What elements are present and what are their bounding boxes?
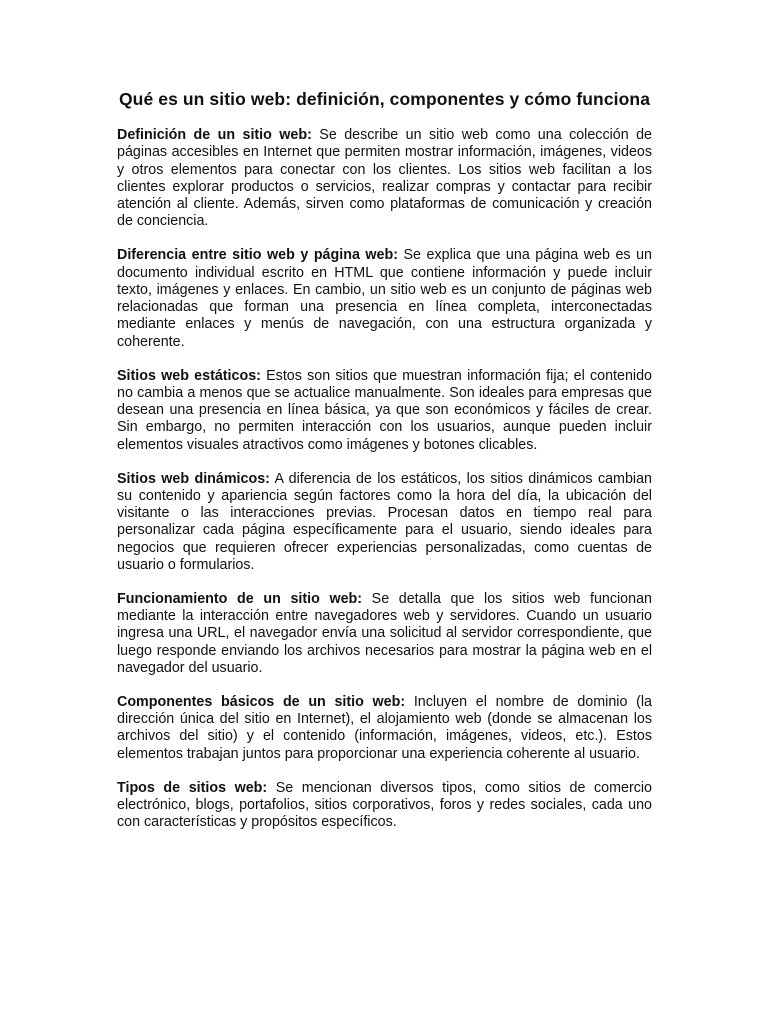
section-definicion	[117, 127, 652, 231]
section-dinamicos	[117, 471, 652, 575]
section-heading: Componentes básicos de un sitio web:	[117, 693, 406, 710]
document-content	[117, 88, 652, 848]
section-heading: Definición de un sitio web:	[117, 127, 312, 143]
section-heading: Sitios web dinámicos:	[117, 470, 270, 487]
section-heading: Sitios web estáticos:	[117, 367, 261, 384]
section-diferencia	[117, 247, 652, 351]
section-body: Se describe un sitio web como una colección de páginas accesibles en Internet que permiten mostrar información, imágenes, videos y otros elementos para conectar con los clientes. Los sitios web facilitan a los clientes explorar productos o servicios, realizar compras y contactar para recibir atención al cliente. Además, sirven como plataformas de comunicación y creación de conciencia.	[117, 127, 652, 230]
section-body: Se explica que una página web es un documento individual escrito en HTML que contiene información y puede incluir texto, imágenes y enlaces. En cambio, un sitio web es un conjunto de páginas web relacionadas que forman una presencia en línea completa, interconectadas mediante enlaces y menús de navegación, con una estructura organizada y coherente.	[117, 247, 653, 350]
section-heading: Diferencia entre sitio web y página web:	[117, 247, 398, 264]
section-tipos	[117, 780, 652, 832]
section-body: Estos son sitios que muestran información fija; el contenido no cambia a menos que se actualice manualmente. Son ideales para empresas que desean una presencia en línea básica, ya que son económicos y fáciles de crear. Sin embargo, no permiten interacción con los usuarios, aunque pueden incluir elementos visuales atractivos como imágenes y botones clicables.	[117, 367, 653, 453]
section-body: Se mencionan diversos tipos, como sitios de comercio electrónico, blogs, portafolios, sitios corporativos, foros y redes sociales, cada uno con características y propósitos específicos.	[117, 779, 653, 831]
section-body: Se detalla que los sitios web funcionan mediante la interacción entre navegadores web y servidores. Cuando un usuario ingresa una URL, el navegador envía una solicitud al servidor correspondiente, que luego responde enviando los archivos necesarios para mostrar la página web en el navegador del usuario.	[117, 590, 652, 677]
section-body: Incluyen el nombre de dominio (la dirección única del sitio en Internet), el alojamiento web (donde se almacenan los archivos del sitio) y el contenido (información, imágenes, videos, etc.). Estos elementos trabajan juntos para proporcionar una experiencia coherente al usuario.	[117, 693, 653, 762]
section-body: A diferencia de los estáticos, los sitios dinámicos cambian su contenido y apariencia según factores como la hora del día, la ubicación del visitante o las interacciones previas. Procesan datos en tiempo real para personalizar cada página específicamente para el usuario, siendo ideales para negocios que requieren ofrecer experiencias personalizadas, como cuentas de usuario o formularios.	[117, 470, 652, 574]
document-title: Qué es un sitio web: definición, componentes y cómo funciona	[118, 89, 651, 109]
section-heading: Funcionamiento de un sitio web:	[117, 590, 363, 607]
section-heading: Tipos de sitios web:	[117, 779, 268, 796]
section-componentes	[117, 694, 652, 763]
section-funcionamiento	[117, 591, 652, 677]
section-estaticos	[117, 368, 652, 454]
